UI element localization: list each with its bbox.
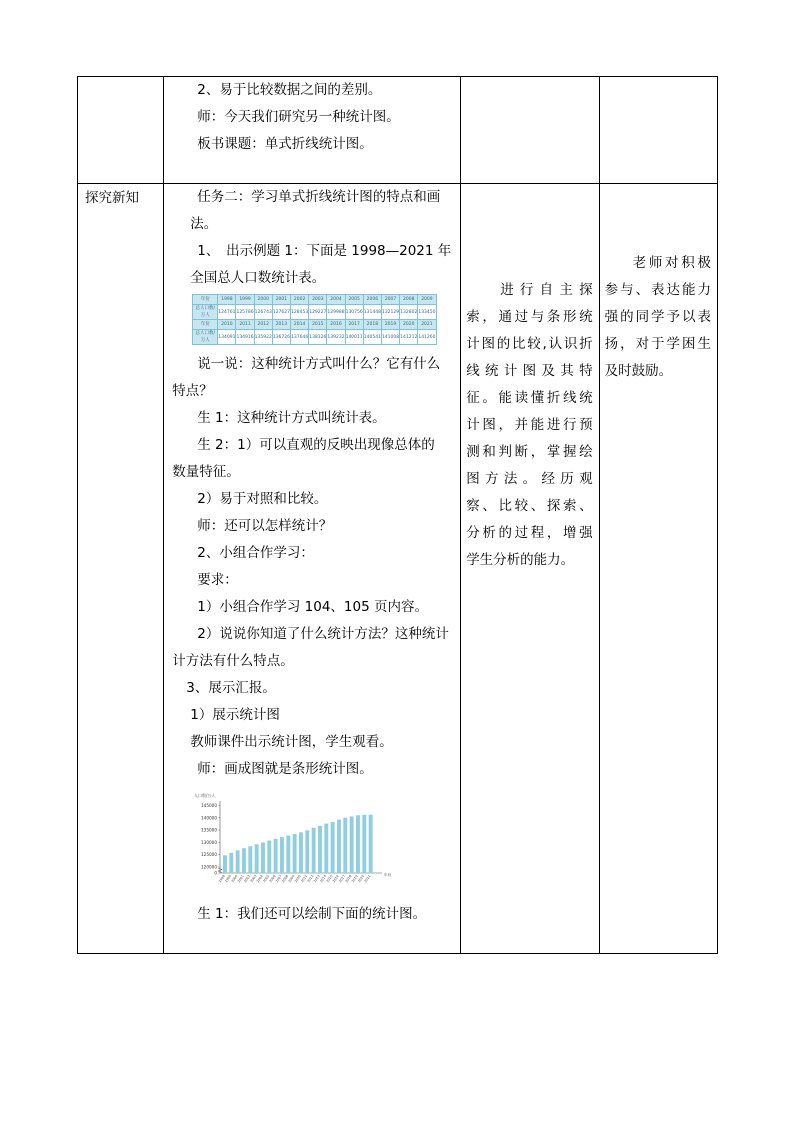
x-tick-label: 2010 <box>294 874 303 884</box>
x-tick-label: 2021 <box>363 874 372 884</box>
group-line: 2、小组合作学习： <box>197 545 314 561</box>
evaluation-cell <box>599 184 717 954</box>
axis-break-mark <box>218 868 222 873</box>
x-tick-label: 2001 <box>237 874 246 884</box>
year-cell: 2021 <box>418 320 436 330</box>
student-answer: 数量特征。 <box>172 464 240 480</box>
year-cell: 2018 <box>363 320 381 330</box>
report-line: 1）展示统计图 <box>190 707 280 723</box>
stage-cell <box>78 77 164 184</box>
teacher-line: 师：画成图就是条形统计图。 <box>197 761 373 777</box>
year-cell: 2008 <box>400 295 418 305</box>
x-tick-label: 2020 <box>357 874 366 884</box>
activity-line: 索，通过与条形统 <box>466 309 593 325</box>
y-tick-label: 125000 <box>201 852 218 858</box>
value-cell: 133450 <box>418 305 436 320</box>
example-line: 1、 出示例题 1：下面是 1998—2021 年 <box>197 243 452 259</box>
bar <box>363 815 367 873</box>
bar <box>287 835 291 873</box>
bar <box>274 839 278 873</box>
value-cell: 130756 <box>345 305 363 320</box>
year-cell: 2010 <box>218 320 236 330</box>
year-cell: 2004 <box>327 295 345 305</box>
requirement-line: 要求： <box>197 572 238 588</box>
bar <box>293 834 297 873</box>
activity-line: 计图，并能进行预 <box>466 417 593 433</box>
requirement-line: 2）说说你知道了什么统计方法？这种统计 <box>197 626 449 642</box>
value-header: 总人口数/万人 <box>193 305 218 320</box>
value-cell: 124761 <box>218 305 236 320</box>
x-tick-label: 2000 <box>230 874 239 884</box>
bar <box>249 846 253 873</box>
report-line: 3、展示汇报。 <box>186 680 276 696</box>
evaluation-line: 扬，对于学困生 <box>604 336 711 352</box>
bar <box>230 853 234 873</box>
activity-line: 测和判断，掌握绘 <box>466 444 593 460</box>
x-tick-label: 2019 <box>351 874 360 884</box>
requirement-line: 计方法有什么特点。 <box>172 653 294 669</box>
bar <box>344 818 348 873</box>
evaluation-line: 参与、表达能力 <box>604 282 711 298</box>
value-cell: 139232 <box>327 330 345 345</box>
bar <box>255 844 259 873</box>
table-row <box>78 184 718 954</box>
year-cell: 2020 <box>400 320 418 330</box>
activity-line: 分析的过程，增强 <box>466 525 593 541</box>
value-cell: 138326 <box>309 330 327 345</box>
student-activity-cell <box>461 77 599 184</box>
activity-line: 图方法。经历观 <box>466 471 593 487</box>
bar <box>223 855 227 873</box>
evaluation-line: 强的同学予以表 <box>604 309 711 325</box>
activity-line: 线统计图及其特 <box>466 363 593 379</box>
value-cell: 125786 <box>236 305 254 320</box>
bar <box>299 832 303 873</box>
bar <box>369 815 373 873</box>
year-cell: 2012 <box>254 320 272 330</box>
student-activity-cell <box>461 184 599 954</box>
year-cell: 2001 <box>272 295 290 305</box>
task-title: 法。 <box>190 216 218 232</box>
year-cell: 2007 <box>381 295 399 305</box>
x-tick-label: 2004 <box>256 874 265 884</box>
y-tick-label: 140000 <box>201 815 218 821</box>
content-line: 板书课题：单式折线统计图。 <box>197 136 373 152</box>
y-tick-label: 120000 <box>201 864 218 870</box>
year-cell: 2005 <box>345 295 363 305</box>
bar <box>318 826 322 873</box>
example-line: 全国总人口数统计表。 <box>190 270 326 286</box>
value-cell: 131448 <box>363 305 381 320</box>
bar <box>350 816 354 873</box>
stage-label: 探究新知 <box>85 190 139 206</box>
teaching-content-cell <box>164 184 461 954</box>
bar <box>356 815 360 873</box>
lesson-table <box>77 76 718 954</box>
x-tick-label: 2014 <box>319 874 328 884</box>
student-answer: 2）易于对照和比较。 <box>197 491 328 507</box>
discussion-line: 特点？ <box>172 383 213 399</box>
value-cell: 126743 <box>254 305 272 320</box>
x-axis-label: 年份 <box>384 873 392 877</box>
year-cell: 2017 <box>345 320 363 330</box>
requirement-line: 1）小组合作学习 104、105 页内容。 <box>197 599 428 615</box>
x-tick-label: 2018 <box>344 874 353 884</box>
student-answer: 生 1：我们还可以绘制下面的统计图。 <box>197 906 427 922</box>
population-table <box>192 294 436 345</box>
y-tick-label: 130000 <box>201 839 218 845</box>
year-cell: 2016 <box>327 320 345 330</box>
x-tick-label: 2008 <box>281 874 290 884</box>
year-cell: 2015 <box>309 320 327 330</box>
value-cell: 129988 <box>327 305 345 320</box>
y-axis-label: 人口数/万人 <box>194 793 216 798</box>
table-row <box>78 77 718 184</box>
bar <box>261 842 265 873</box>
year-cell: 1998 <box>218 295 236 305</box>
year-cell: 2000 <box>254 295 272 305</box>
x-tick-label: 2013 <box>313 874 322 884</box>
x-tick-label: 2011 <box>300 874 309 884</box>
x-tick-label: 2012 <box>306 874 315 884</box>
x-tick-label: 2009 <box>287 874 296 884</box>
bar <box>236 850 240 873</box>
evaluation-line: 及时鼓励。 <box>604 363 673 379</box>
x-tick-label: 2002 <box>243 874 252 884</box>
teaching-content-cell <box>164 77 461 184</box>
value-cell: 132802 <box>400 305 418 320</box>
year-cell: 2002 <box>291 295 309 305</box>
value-cell: 135922 <box>254 330 272 345</box>
activity-line: 进行自主探 <box>500 282 593 298</box>
student-answer: 生 2：1）可以直观的反映出现像总体的 <box>197 437 435 453</box>
x-tick-label: 2006 <box>268 874 277 884</box>
y-tick-label: 145000 <box>201 802 218 808</box>
value-cell: 132129 <box>381 305 399 320</box>
year-cell: 2013 <box>272 320 290 330</box>
content-line: 2、易于比较数据之间的差别。 <box>197 82 382 98</box>
year-cell: 2019 <box>381 320 399 330</box>
year-header: 年份 <box>193 320 218 330</box>
value-cell: 134091 <box>218 330 236 345</box>
year-cell: 2003 <box>309 295 327 305</box>
bar <box>331 822 335 873</box>
bar <box>268 841 272 873</box>
bar <box>337 820 341 873</box>
population-table-image <box>192 294 460 345</box>
year-header: 年份 <box>193 295 218 305</box>
bar <box>242 848 246 873</box>
value-cell: 137646 <box>291 330 309 345</box>
year-cell: 2011 <box>236 320 254 330</box>
population-bar-chart <box>190 789 460 897</box>
task-title: 任务二：学习单式折线统计图的特点和画 <box>197 189 441 205</box>
bar <box>312 828 316 873</box>
stage-cell <box>78 184 164 954</box>
value-cell: 141008 <box>381 330 399 345</box>
value-cell: 129227 <box>309 305 327 320</box>
content-line: 师：今天我们研究另一种统计图。 <box>197 109 400 125</box>
activity-line: 学生分析的能力。 <box>466 552 575 568</box>
value-cell: 127627 <box>272 305 290 320</box>
discussion-line: 说一说：这种统计方式叫什么？它有什么 <box>197 356 441 372</box>
x-tick-label: 2017 <box>338 874 347 884</box>
y-tick-label: 0 <box>214 870 218 876</box>
teacher-line: 师：还可以怎样统计？ <box>197 518 333 534</box>
year-cell: 2009 <box>418 295 436 305</box>
x-tick-label: 1998 <box>218 874 227 884</box>
value-cell: 141260 <box>418 330 436 345</box>
value-cell: 136726 <box>272 330 290 345</box>
evaluation-line: 老师对积极 <box>632 255 711 271</box>
value-cell: 128453 <box>291 305 309 320</box>
year-cell: 2014 <box>291 320 309 330</box>
year-cell: 1999 <box>236 295 254 305</box>
y-tick-label: 135000 <box>201 827 218 833</box>
x-tick-label: 2016 <box>332 874 341 884</box>
value-cell: 134916 <box>236 330 254 345</box>
activity-line: 察、比较、探索、 <box>466 498 593 514</box>
student-answer: 生 1：这种统计方式叫统计表。 <box>197 410 386 426</box>
activity-line: 征。能读懂折线统 <box>466 390 593 406</box>
x-tick-label: 2005 <box>262 874 271 884</box>
year-cell: 2006 <box>363 295 381 305</box>
x-tick-label: 2007 <box>275 874 284 884</box>
bar-chart-svg <box>190 789 392 893</box>
report-line: 教师课件出示统计图，学生观看。 <box>190 734 393 750</box>
evaluation-cell <box>599 77 717 184</box>
bar <box>280 837 284 873</box>
value-header: 总人口数/万人 <box>193 330 218 345</box>
bar <box>306 830 310 873</box>
bar <box>325 824 329 873</box>
value-cell: 140011 <box>345 330 363 345</box>
x-tick-label: 1999 <box>224 874 233 884</box>
value-cell: 140541 <box>363 330 381 345</box>
x-tick-label: 2015 <box>325 874 334 884</box>
value-cell: 141212 <box>400 330 418 345</box>
activity-line: 计图的比较,认识折 <box>466 336 593 352</box>
x-tick-label: 2003 <box>249 874 258 884</box>
